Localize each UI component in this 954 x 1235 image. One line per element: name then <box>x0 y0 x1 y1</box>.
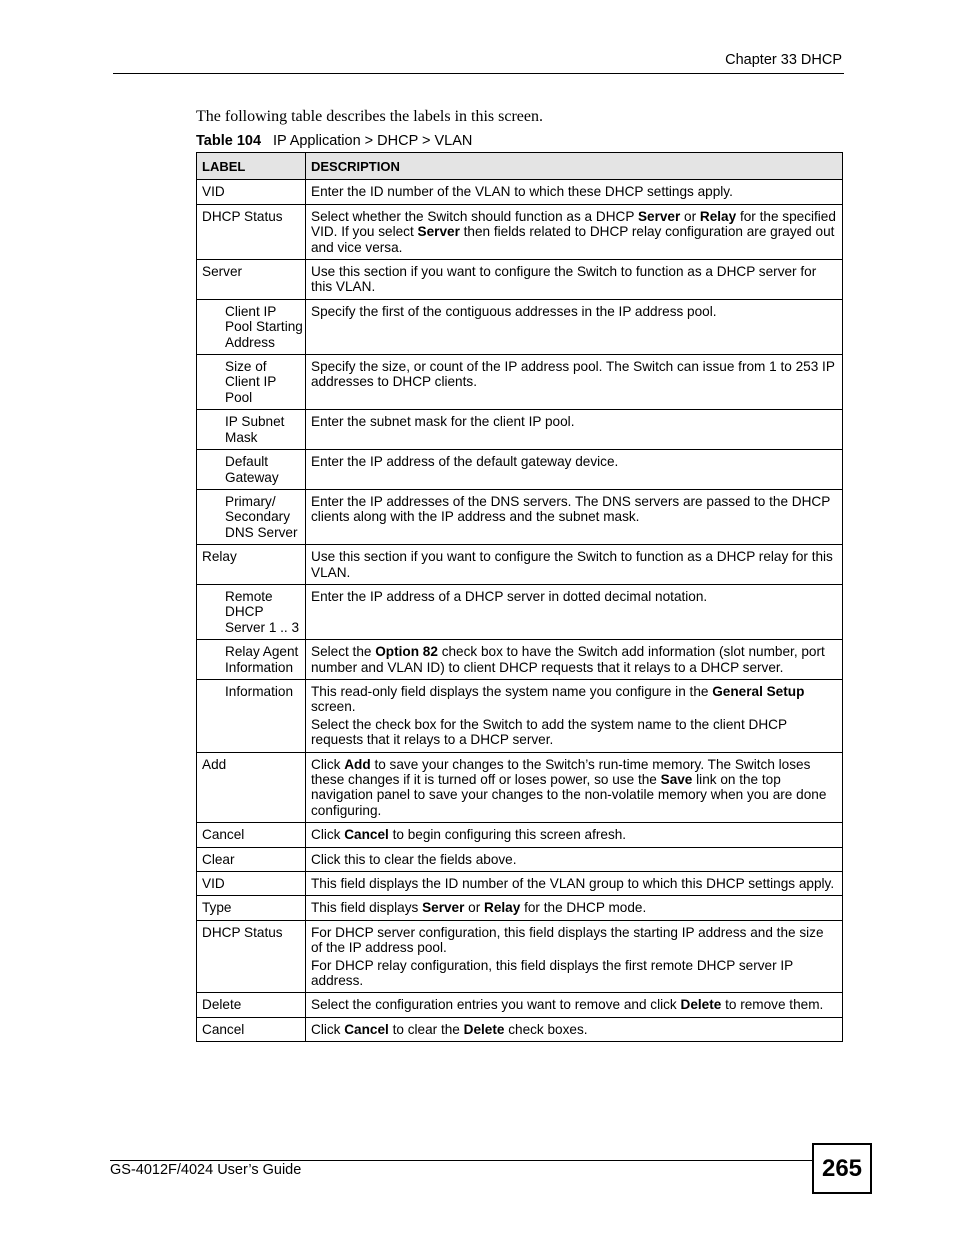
description-paragraph <box>311 684 837 715</box>
description-paragraph <box>311 757 837 819</box>
ui-term: Server <box>637 208 681 224</box>
row-description <box>306 180 843 204</box>
description-text: Specify the size, or count of the IP address pool. The Switch can issue from 1 to 253 IP addresses to DHCP clients. <box>311 359 835 390</box>
table-title: IP Application > DHCP > VLAN <box>273 133 473 149</box>
table-row <box>197 993 843 1017</box>
description-text: For DHCP server configuration, this field displays the starting IP address and the size of the IP address pool. <box>311 924 824 956</box>
footer-divider <box>110 1160 812 1161</box>
row-label: Size of Client IP Pool <box>197 355 306 410</box>
row-description <box>306 896 843 920</box>
ui-term: Cancel <box>344 827 389 843</box>
row-description <box>306 584 843 639</box>
row-description <box>306 823 843 847</box>
description-text: Select the configuration entries you want to remove and click <box>311 997 681 1013</box>
row-label: Cancel <box>197 823 306 847</box>
description-text: to save your changes to the Switch’s run-time memory. The Switch loses these changes if it is turned off or loses power, so use the <box>311 756 811 787</box>
ui-term: Relay <box>699 208 737 224</box>
table-row <box>197 847 843 871</box>
description-text: for the specified VID. If you select <box>311 208 836 240</box>
description-paragraph <box>311 900 837 915</box>
description-paragraph <box>311 454 837 469</box>
row-description <box>306 872 843 896</box>
description-text: This field displays the ID number of the VLAN group to which this DHCP settings apply. <box>311 876 835 892</box>
footer-guide-title: GS-4012F/4024 User’s Guide <box>110 1162 302 1178</box>
description-paragraph <box>311 717 837 748</box>
row-label: VID <box>197 180 306 204</box>
table-row <box>197 204 843 259</box>
description-paragraph <box>311 997 837 1012</box>
row-description <box>306 993 843 1017</box>
description-text: Click <box>311 1021 345 1037</box>
ui-term: Save <box>660 772 693 787</box>
description-text: to clear the <box>388 1021 464 1037</box>
row-label: Add <box>197 752 306 823</box>
row-label: Default Gateway <box>197 450 306 490</box>
table-number: Table 104 <box>196 133 262 149</box>
table-row <box>197 299 843 354</box>
description-paragraph <box>311 304 837 319</box>
description-text: check box to have the Switch add information (slot number, port number and VLAN ID) to client DHCP requests that it relays to a DHCP server. <box>311 644 825 675</box>
table-row <box>197 489 843 544</box>
description-text: Enter the IP address of the default gateway device. <box>311 454 619 470</box>
table-row <box>197 872 843 896</box>
row-description <box>306 545 843 585</box>
row-description <box>306 450 843 490</box>
description-paragraph <box>311 1022 837 1037</box>
row-description <box>306 752 843 823</box>
description-text: Use this section if you want to configure the Switch to function as a DHCP relay for this VLAN. <box>311 549 833 580</box>
row-description <box>306 920 843 993</box>
description-text: Enter the subnet mask for the client IP pool. <box>311 414 575 430</box>
description-text: or <box>464 900 485 916</box>
description-text: to begin configuring this screen afresh. <box>388 827 627 843</box>
row-label: Relay Agent Information <box>197 640 306 680</box>
description-text: Enter the ID number of the VLAN to which these DHCP settings apply. <box>311 184 733 200</box>
row-description <box>306 1017 843 1041</box>
row-description <box>306 410 843 450</box>
description-text: Enter the IP addresses of the DNS servers. The DNS servers are passed to the DHCP clients along with the IP address and the subnet mask. <box>311 493 831 525</box>
description-paragraph <box>311 589 837 604</box>
row-description <box>306 640 843 680</box>
ui-term: Cancel <box>344 1021 389 1037</box>
row-label: Cancel <box>197 1017 306 1041</box>
ui-term: Server <box>422 900 465 916</box>
description-text: screen. <box>311 699 356 715</box>
description-paragraph <box>311 876 837 891</box>
table-row <box>197 640 843 680</box>
row-label: Relay <box>197 545 306 585</box>
row-label: Type <box>197 896 306 920</box>
description-paragraph <box>311 209 837 255</box>
description-paragraph <box>311 414 837 429</box>
table-row <box>197 1017 843 1041</box>
description-text: for the DHCP mode. <box>520 900 647 916</box>
description-text: This field displays <box>311 900 423 916</box>
row-label: Client IP Pool Starting Address <box>197 299 306 354</box>
row-label: DHCP Status <box>197 920 306 993</box>
description-text: Click <box>311 827 345 843</box>
ui-term: General Setup <box>712 683 805 699</box>
table-row <box>197 752 843 823</box>
description-paragraph <box>311 925 837 956</box>
intro-text: The following table describes the labels in this screen. <box>196 108 544 125</box>
description-text: to remove them. <box>721 997 824 1013</box>
row-label: Remote DHCP Server 1 .. 3 <box>197 584 306 639</box>
row-label: Server <box>197 260 306 300</box>
row-description <box>306 679 843 752</box>
table-body <box>197 180 843 1042</box>
description-paragraph <box>311 264 837 295</box>
table-row <box>197 180 843 204</box>
row-description <box>306 260 843 300</box>
row-label: Primary/ Secondary DNS Server <box>197 489 306 544</box>
table-caption <box>196 133 472 149</box>
row-description <box>306 489 843 544</box>
row-label: IP Subnet Mask <box>197 410 306 450</box>
description-paragraph <box>311 852 837 867</box>
ui-term: Server <box>417 224 460 240</box>
table-header-row <box>197 153 843 180</box>
description-text: Select whether the Switch should function as a DHCP <box>311 208 638 224</box>
table-row <box>197 584 843 639</box>
page-number: 265 <box>812 1143 872 1194</box>
description-text: check boxes. <box>504 1021 588 1037</box>
description-text: Enter the IP address of a DHCP server in dotted decimal notation. <box>311 588 708 604</box>
chapter-heading: Chapter 33 DHCP <box>725 52 842 68</box>
description-paragraph <box>311 494 837 525</box>
row-description <box>306 847 843 871</box>
description-paragraph <box>311 958 837 989</box>
description-paragraph <box>311 644 837 675</box>
table-row <box>197 920 843 993</box>
row-description <box>306 299 843 354</box>
table-row <box>197 896 843 920</box>
ui-term: Delete <box>463 1021 505 1037</box>
description-paragraph <box>311 549 837 580</box>
column-header-label: LABEL <box>197 153 306 180</box>
description-text: Use this section if you want to configure the Switch to function as a DHCP server for this VLAN. <box>311 264 817 295</box>
row-label: Clear <box>197 847 306 871</box>
ui-term: Option 82 <box>375 644 438 660</box>
row-description <box>306 355 843 410</box>
description-text: This read-only field displays the system name you configure in the <box>311 683 713 699</box>
table-row <box>197 545 843 585</box>
ui-term: Relay <box>484 900 521 916</box>
description-text: Click this to clear the fields above. <box>311 851 517 867</box>
description-text: Specify the first of the contiguous addresses in the IP address pool. <box>311 303 717 319</box>
description-text: then fields related to DHCP relay configuration are grayed out and vice versa. <box>311 224 835 255</box>
row-label: Information <box>197 679 306 752</box>
description-text: For DHCP relay configuration, this field displays the first remote DHCP server IP address. <box>311 957 794 989</box>
description-text: or <box>680 208 700 224</box>
ui-term: Add <box>344 756 371 772</box>
description-paragraph <box>311 359 837 390</box>
row-description <box>306 204 843 259</box>
label-description-table <box>196 152 843 1042</box>
ui-term: Delete <box>680 997 722 1013</box>
description-paragraph <box>311 184 837 199</box>
column-header-description: DESCRIPTION <box>306 153 843 180</box>
table-row <box>197 450 843 490</box>
table-row <box>197 679 843 752</box>
table-row <box>197 355 843 410</box>
description-text: Select the check box for the Switch to add the system name to the client DHCP requests that it relays to a DHCP server. <box>311 716 787 748</box>
description-text: Click <box>311 756 345 772</box>
description-text: Select the <box>311 644 376 660</box>
table-row <box>197 410 843 450</box>
table-row <box>197 823 843 847</box>
row-label: Delete <box>197 993 306 1017</box>
row-label: VID <box>197 872 306 896</box>
table-row <box>197 260 843 300</box>
header-divider <box>113 73 844 74</box>
row-label: DHCP Status <box>197 204 306 259</box>
description-paragraph <box>311 827 837 842</box>
description-text: link on the top navigation panel to save your changes to the non-volatile memory when you are done configuring. <box>311 772 827 818</box>
